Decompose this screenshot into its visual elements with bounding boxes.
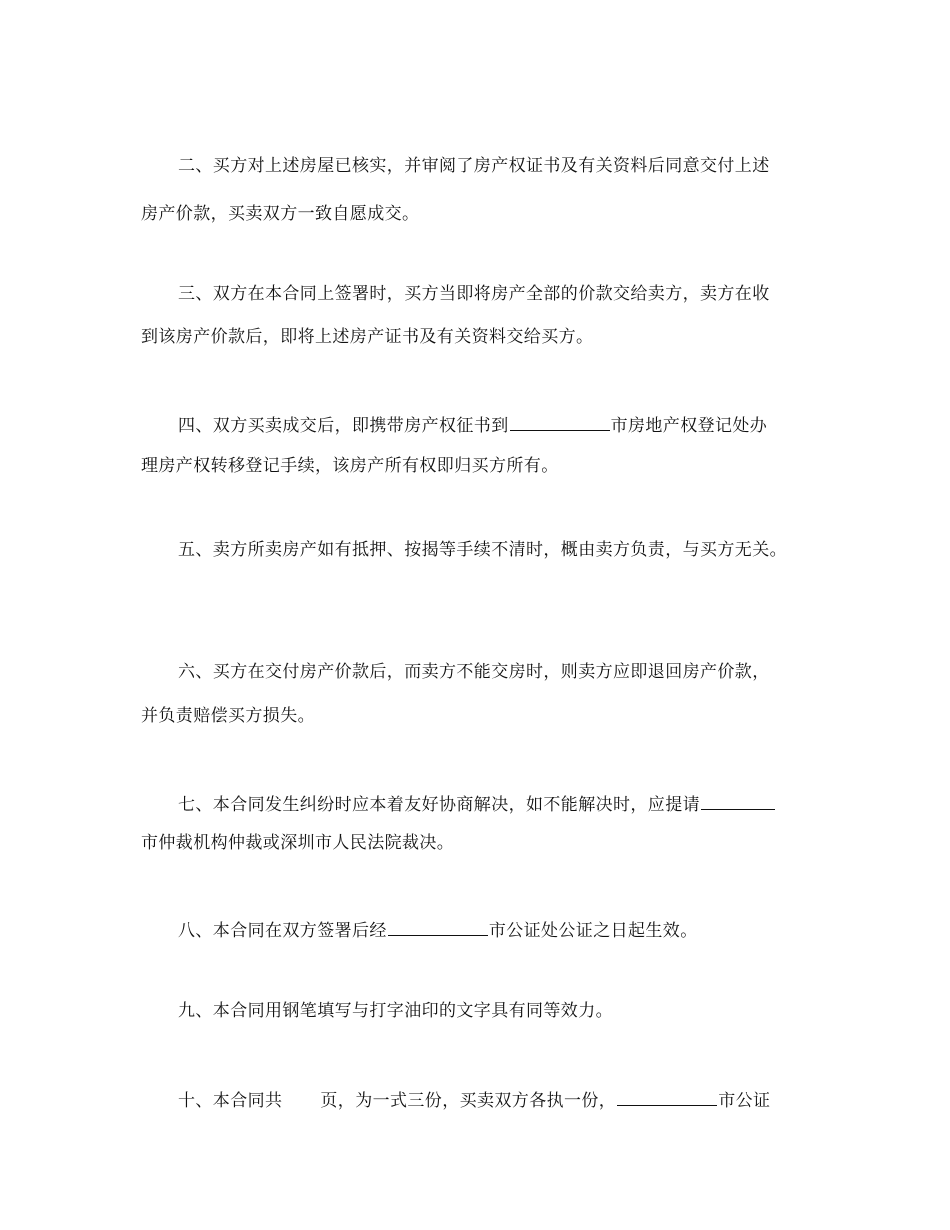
clause-3-line-1: 三、双方在本合同上签署时，买方当即将房产全部的价款交给卖方，卖方在收 — [178, 284, 770, 304]
clause-2-line-2: 房产价款，买卖双方一致自愿成交。 — [141, 204, 420, 224]
clause-10-text-a: 十、本合同共 — [178, 1091, 283, 1111]
clause-4-line-1 — [178, 413, 767, 435]
clause-4-text-b: 市房地产权登记处办 — [610, 416, 768, 436]
clause-4-line-2: 理房产权转移登记手续，该房产所有权即归买方所有。 — [141, 456, 559, 476]
clause-9-line-1: 九、本合同用钢笔填写与打字油印的文字具有同等效力。 — [178, 1001, 613, 1021]
clause-8-text-a: 八、本合同在双方签署后经 — [178, 921, 387, 941]
clause-7-text-a: 七、本合同发生纠纷时应本着友好协商解决，如不能解决时，应提请 — [178, 795, 700, 815]
clause-3-line-2: 到该房产价款后，即将上述房产证书及有关资料交给买方。 — [141, 327, 594, 347]
clause-10-line-1 — [178, 1088, 770, 1110]
clause-8-line-1 — [178, 918, 698, 940]
clause-10-text-c: 市公证 — [718, 1091, 771, 1111]
fill-in-blank-city-registry[interactable] — [510, 413, 610, 431]
clause-10-text-b: 页，为一式三份，买卖双方各执一份， — [320, 1091, 617, 1111]
clause-8-text-b: 市公证处公证之日起生效。 — [488, 921, 698, 941]
clause-7-line-1 — [178, 792, 776, 814]
clause-4-text-a: 四、双方买卖成交后，即携带房产权征书到 — [178, 416, 509, 436]
fill-in-blank-notary-city-2[interactable] — [617, 1088, 717, 1106]
fill-in-blank-notary-city[interactable] — [388, 918, 488, 936]
clause-6-line-1: 六、买方在交付房产价款后，而卖方不能交房时，则卖方应即退回房产价款， — [178, 662, 770, 682]
clause-7-line-2: 市仲裁机构仲裁或深圳市人民法院裁决。 — [141, 833, 455, 853]
clause-5-line-1: 五、卖方所卖房产如有抵押、按揭等手续不清时，概由卖方负责，与买方无关。 — [178, 540, 787, 560]
clause-2-line-1: 二、买方对上述房屋已核实，并审阅了房产权证书及有关资料后同意交付上述 — [178, 156, 770, 176]
fill-in-blank-arbitration-city[interactable] — [701, 792, 775, 810]
clause-6-line-2: 并负责赔偿买方损失。 — [141, 706, 315, 726]
